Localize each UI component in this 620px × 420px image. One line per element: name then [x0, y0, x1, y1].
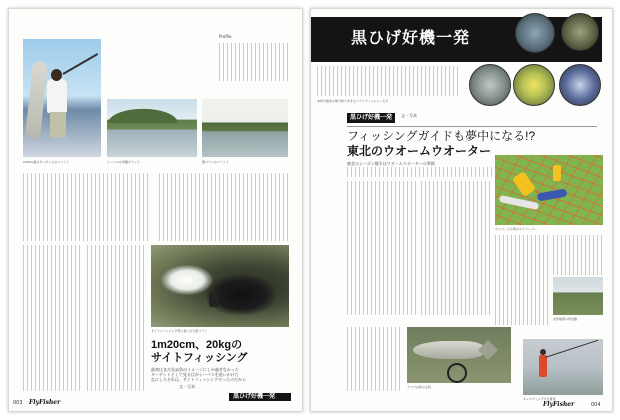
left-deck-line1: 最初はまだ見ぬ魚のイメージにしか過ぎなかった — [151, 367, 239, 372]
intro-photo-circle-1 — [469, 64, 511, 106]
right-section-tag — [347, 113, 395, 123]
left-folio: 003 — [13, 400, 23, 406]
right-intro: 本州で最北の地で釣りをするフライフィッシャーたち — [317, 99, 389, 103]
left-deck-line2: ターゲットとして見る目がシーバスを追いかけた — [151, 372, 239, 377]
fish-photo — [407, 327, 511, 383]
right-banner-title: 黒ひげ好機一発 — [351, 28, 471, 47]
field-photo — [553, 277, 603, 315]
angler-photo — [23, 39, 101, 157]
right-intro-text — [317, 66, 461, 96]
right-body-col-5 — [347, 327, 403, 391]
banner-photo-circle-2 — [561, 13, 599, 51]
field-caption: 水田地帯の用水路 — [553, 317, 578, 321]
body-text-upper-2 — [159, 173, 289, 241]
left-deck-line3: なにしろそれは、サイトフィッシングだったのだから — [151, 377, 247, 382]
left-page — [8, 8, 303, 412]
left-byline: 文・写真 — [179, 384, 195, 389]
body-text-upper-1 — [23, 173, 151, 241]
left-small-banner — [229, 393, 291, 401]
river-caption: シーバスの実績ポイント — [107, 160, 140, 164]
left-brand: FlyFisher — [29, 399, 61, 406]
body-text-lower-2 — [87, 245, 147, 391]
right-body-col-1 — [347, 181, 417, 315]
right-byline: 文・写真 — [401, 113, 417, 118]
right-folio: 004 — [591, 402, 601, 408]
left-headline-line1: 1m20cm、20kgの — [151, 339, 243, 351]
flies-photo — [495, 155, 603, 225]
right-headline-line1: フィッシングガイドも夢中になる!? — [347, 129, 536, 143]
banner-photo-circle-1 — [515, 13, 555, 53]
angler-right-photo — [523, 339, 603, 395]
sidebar-note — [219, 35, 291, 83]
flies-caption: ボッパーと小型のストリーマー — [495, 227, 538, 231]
fly-caption: サイトフィッシング用に巻いた大型フライ — [151, 329, 208, 333]
fly-photo — [151, 245, 289, 327]
sidebar-note-title: Profile — [219, 34, 232, 39]
right-deck-text — [347, 167, 497, 177]
right-body-col-3 — [495, 235, 550, 325]
intro-photo-circle-2 — [513, 64, 555, 106]
pond-photo — [202, 99, 288, 157]
right-body-col-4 — [553, 235, 603, 275]
river-photo — [107, 99, 197, 157]
right-deck: 東北のシーズン後半はウオームウオーターの季節 — [347, 161, 435, 166]
right-section-tag-text: 黒ひげ好機一発 — [350, 114, 393, 121]
angler-caption: 120cm超のターポンとのファイト — [23, 160, 70, 164]
fish-caption: ナマズは夜の主役 — [407, 385, 432, 389]
pond-caption: 朝マヅメのフラット — [202, 160, 229, 164]
left-headline — [151, 339, 291, 365]
left-small-banner-text: 黒ひげ好機一発 — [233, 393, 276, 400]
angler-right-caption: キャスティングする著者 — [523, 397, 556, 401]
right-page — [310, 8, 613, 412]
right-headline-line2: 東北のウオームウオーター — [347, 144, 492, 158]
left-deck — [151, 367, 291, 382]
right-brand: FlyFisher — [543, 401, 575, 408]
left-headline-line2: サイトフィッシング — [151, 352, 248, 364]
right-rule — [347, 126, 597, 127]
body-text-lower-1 — [23, 245, 83, 391]
right-body-col-2 — [421, 181, 491, 315]
right-title-banner — [311, 17, 602, 62]
intro-photo-circle-3 — [559, 64, 601, 106]
sidebar-note-text — [219, 43, 291, 81]
